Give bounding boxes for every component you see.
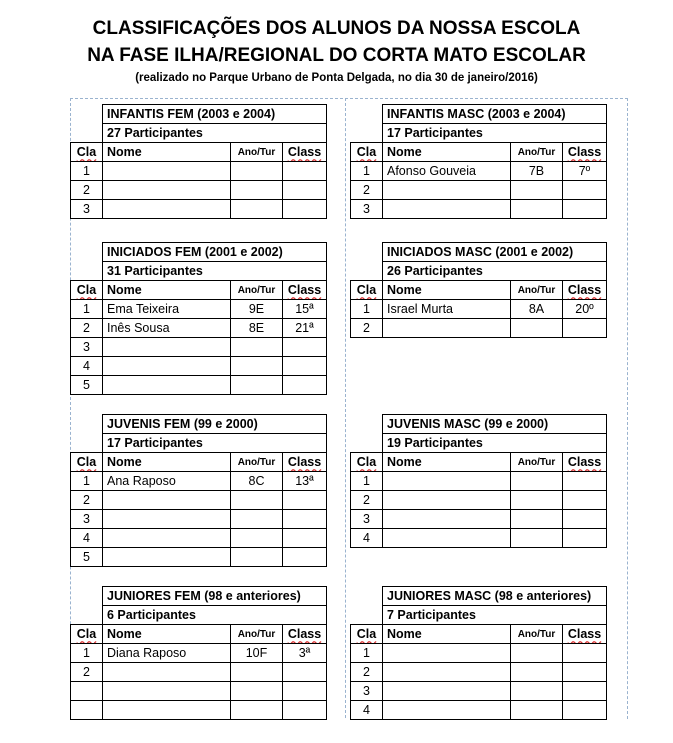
row-name <box>103 510 231 529</box>
table-row <box>71 701 327 720</box>
header-cla: Cla <box>351 143 383 162</box>
row-name <box>103 548 231 567</box>
header-cla: Cla <box>351 281 383 300</box>
table-row <box>71 682 327 701</box>
participants-count: 27 Participantes <box>103 124 327 143</box>
row-name <box>383 510 511 529</box>
table-row <box>71 644 327 663</box>
row-class <box>563 200 607 219</box>
row-name <box>383 200 511 219</box>
participants-count: 17 Participantes <box>383 124 607 143</box>
row-rank: 1 <box>71 162 103 181</box>
table-row <box>351 200 607 219</box>
row-ano-tur <box>231 200 283 219</box>
category-title: JUVENIS MASC (99 e 2000) <box>383 415 607 434</box>
header-cla: Cla <box>71 281 103 300</box>
header-nome: Nome <box>103 143 231 162</box>
header-nome: Nome <box>383 625 511 644</box>
table-row <box>71 319 327 338</box>
row-class <box>563 644 607 663</box>
row-ano-tur: 8C <box>231 472 283 491</box>
table-row <box>71 376 327 395</box>
header-nome: Nome <box>103 625 231 644</box>
header-class: Class <box>563 143 607 162</box>
row-rank: 1 <box>351 300 383 319</box>
row-class <box>563 319 607 338</box>
row-ano-tur <box>511 663 563 682</box>
row-name <box>103 338 231 357</box>
row-ano-tur <box>231 529 283 548</box>
row-rank: 1 <box>351 472 383 491</box>
row-rank: 2 <box>351 663 383 682</box>
title-line-1: CLASSIFICAÇÕES DOS ALUNOS DA NOSSA ESCOLA <box>92 18 581 39</box>
category-table <box>350 586 607 720</box>
row-ano-tur: 10F <box>231 644 283 663</box>
row-ano-tur: 9E <box>231 300 283 319</box>
row-rank <box>71 682 103 701</box>
header-ano-tur: Ano/Tur <box>511 143 563 162</box>
row-class: 20º <box>563 300 607 319</box>
row-name <box>103 491 231 510</box>
row-rank: 1 <box>71 644 103 663</box>
category-table <box>70 242 327 395</box>
table-row <box>351 300 607 319</box>
row-name: Afonso Gouveia <box>383 162 511 181</box>
header-class: Class <box>563 453 607 472</box>
participants-count: 31 Participantes <box>103 262 327 281</box>
header-ano-tur: Ano/Tur <box>231 143 283 162</box>
row-ano-tur <box>511 701 563 720</box>
participants-count: 19 Participantes <box>383 434 607 453</box>
row-ano-tur <box>511 682 563 701</box>
row-class <box>283 548 327 567</box>
table-row <box>71 491 327 510</box>
row-name: Inês Sousa <box>103 319 231 338</box>
row-class <box>563 701 607 720</box>
row-class <box>283 663 327 682</box>
header-ano-tur: Ano/Tur <box>511 625 563 644</box>
header-cla: Cla <box>71 625 103 644</box>
category-table <box>70 414 327 567</box>
header-class: Class <box>283 625 327 644</box>
row-rank: 3 <box>351 682 383 701</box>
row-rank: 4 <box>351 529 383 548</box>
category-table <box>70 104 327 219</box>
header-nome: Nome <box>383 143 511 162</box>
row-rank: 1 <box>71 472 103 491</box>
row-rank: 3 <box>71 200 103 219</box>
row-ano-tur <box>231 162 283 181</box>
category-table <box>350 242 607 338</box>
table-row <box>71 663 327 682</box>
row-rank: 3 <box>71 510 103 529</box>
row-ano-tur: 8E <box>231 319 283 338</box>
category-table <box>350 104 607 219</box>
row-ano-tur <box>511 491 563 510</box>
row-rank: 1 <box>351 644 383 663</box>
row-ano-tur <box>231 491 283 510</box>
row-ano-tur <box>231 682 283 701</box>
category-table <box>70 586 327 720</box>
table-row <box>71 472 327 491</box>
row-name <box>103 529 231 548</box>
row-ano-tur <box>511 529 563 548</box>
table-row <box>351 644 607 663</box>
row-name: Ana Raposo <box>103 472 231 491</box>
header-ano-tur: Ano/Tur <box>231 281 283 300</box>
table-row <box>351 162 607 181</box>
row-name <box>383 181 511 200</box>
header-ano-tur: Ano/Tur <box>231 453 283 472</box>
row-name <box>103 663 231 682</box>
row-ano-tur <box>511 200 563 219</box>
row-ano-tur <box>231 701 283 720</box>
header-nome: Nome <box>103 453 231 472</box>
row-name <box>103 376 231 395</box>
row-class <box>283 338 327 357</box>
row-rank: 3 <box>351 510 383 529</box>
table-row <box>351 682 607 701</box>
table-row <box>71 200 327 219</box>
header-nome: Nome <box>103 281 231 300</box>
header-ano-tur: Ano/Tur <box>511 453 563 472</box>
table-row <box>351 491 607 510</box>
category-title: JUNIORES MASC (98 e anteriores) <box>383 587 607 606</box>
subtitle: (realizado no Parque Urbano de Ponta Delgada, no dia 30 de janeiro/2016) <box>135 72 538 84</box>
title-line-2: NA FASE ILHA/REGIONAL DO CORTA MATO ESCOLAR <box>87 45 586 66</box>
header-cla: Cla <box>351 625 383 644</box>
row-rank: 1 <box>71 300 103 319</box>
row-rank: 4 <box>71 357 103 376</box>
row-class <box>563 472 607 491</box>
row-name <box>103 701 231 720</box>
row-name <box>383 644 511 663</box>
table-row <box>71 510 327 529</box>
participants-count: 17 Participantes <box>103 434 327 453</box>
row-rank: 2 <box>351 319 383 338</box>
row-name <box>383 701 511 720</box>
row-ano-tur: 7B <box>511 162 563 181</box>
table-row <box>71 357 327 376</box>
table-row <box>351 510 607 529</box>
row-class <box>283 162 327 181</box>
category-title: INFANTIS MASC (2003 e 2004) <box>383 105 607 124</box>
row-class <box>283 682 327 701</box>
table-row <box>351 529 607 548</box>
table-row <box>351 319 607 338</box>
row-ano-tur <box>231 548 283 567</box>
row-class <box>283 510 327 529</box>
participants-count: 6 Participantes <box>103 606 327 625</box>
row-name <box>383 319 511 338</box>
header-cla: Cla <box>351 453 383 472</box>
row-class <box>283 701 327 720</box>
row-ano-tur <box>511 319 563 338</box>
row-class: 3ª <box>283 644 327 663</box>
row-ano-tur <box>511 644 563 663</box>
row-ano-tur <box>231 338 283 357</box>
category-title: JUVENIS FEM (99 e 2000) <box>103 415 327 434</box>
header-cla: Cla <box>71 453 103 472</box>
header-nome: Nome <box>383 281 511 300</box>
row-rank: 2 <box>351 491 383 510</box>
row-rank: 2 <box>71 663 103 682</box>
row-name <box>103 181 231 200</box>
row-name: Ema Teixeira <box>103 300 231 319</box>
table-row <box>351 472 607 491</box>
row-class <box>283 529 327 548</box>
header-class: Class <box>283 143 327 162</box>
page-gridline-middle <box>345 98 346 718</box>
row-rank: 2 <box>71 181 103 200</box>
row-class: 13ª <box>283 472 327 491</box>
row-class <box>283 200 327 219</box>
participants-count: 26 Participantes <box>383 262 607 281</box>
row-name <box>383 529 511 548</box>
category-title: INFANTIS FEM (2003 e 2004) <box>103 105 327 124</box>
category-table <box>350 414 607 548</box>
row-rank: 4 <box>71 529 103 548</box>
row-class <box>563 682 607 701</box>
row-ano-tur: 8A <box>511 300 563 319</box>
row-ano-tur <box>511 472 563 491</box>
table-row <box>71 529 327 548</box>
row-class: 15ª <box>283 300 327 319</box>
header-ano-tur: Ano/Tur <box>231 625 283 644</box>
header-class: Class <box>563 281 607 300</box>
row-ano-tur <box>511 181 563 200</box>
row-name: Diana Raposo <box>103 644 231 663</box>
header-class: Class <box>283 281 327 300</box>
row-rank: 1 <box>351 162 383 181</box>
row-ano-tur <box>231 181 283 200</box>
header-class: Class <box>563 625 607 644</box>
row-rank: 5 <box>71 376 103 395</box>
row-class <box>283 181 327 200</box>
category-title: JUNIORES FEM (98 e anteriores) <box>103 587 327 606</box>
row-ano-tur <box>231 376 283 395</box>
table-row <box>351 701 607 720</box>
row-ano-tur <box>231 510 283 529</box>
table-row <box>351 181 607 200</box>
row-class <box>283 491 327 510</box>
table-row <box>71 162 327 181</box>
row-class <box>563 529 607 548</box>
row-name <box>383 472 511 491</box>
row-class: 7º <box>563 162 607 181</box>
row-class <box>563 491 607 510</box>
row-rank: 3 <box>71 338 103 357</box>
row-rank: 2 <box>351 181 383 200</box>
row-class <box>563 663 607 682</box>
row-name <box>103 682 231 701</box>
row-rank: 4 <box>351 701 383 720</box>
table-row <box>71 338 327 357</box>
table-row <box>71 181 327 200</box>
row-ano-tur <box>511 510 563 529</box>
row-rank: 5 <box>71 548 103 567</box>
row-class <box>283 357 327 376</box>
header-nome: Nome <box>383 453 511 472</box>
row-ano-tur <box>231 357 283 376</box>
row-name: Israel Murta <box>383 300 511 319</box>
row-ano-tur <box>231 663 283 682</box>
row-name <box>103 200 231 219</box>
row-class <box>563 181 607 200</box>
category-title: INICIADOS FEM (2001 e 2002) <box>103 243 327 262</box>
category-title: INICIADOS MASC (2001 e 2002) <box>383 243 607 262</box>
row-rank: 2 <box>71 491 103 510</box>
header-cla: Cla <box>71 143 103 162</box>
header-class: Class <box>283 453 327 472</box>
header-ano-tur: Ano/Tur <box>511 281 563 300</box>
row-rank: 3 <box>351 200 383 219</box>
row-name <box>383 682 511 701</box>
row-name <box>103 162 231 181</box>
participants-count: 7 Participantes <box>383 606 607 625</box>
row-class <box>563 510 607 529</box>
row-name <box>383 663 511 682</box>
row-class <box>283 376 327 395</box>
row-name <box>383 491 511 510</box>
row-rank: 2 <box>71 319 103 338</box>
table-row <box>71 300 327 319</box>
row-class: 21ª <box>283 319 327 338</box>
row-rank <box>71 701 103 720</box>
table-row <box>71 548 327 567</box>
row-name <box>103 357 231 376</box>
table-row <box>351 663 607 682</box>
